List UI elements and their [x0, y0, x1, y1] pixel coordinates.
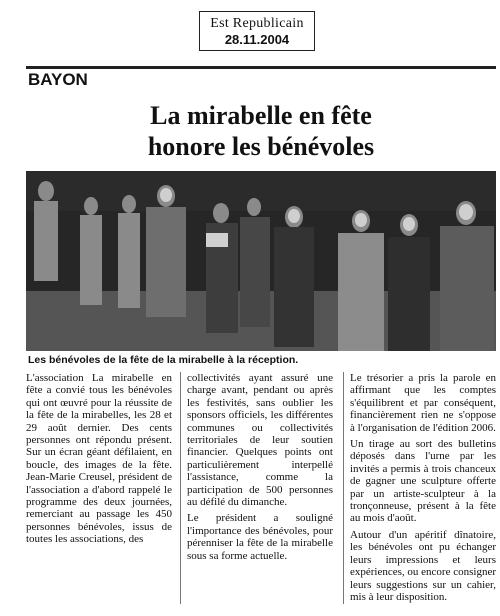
- headline: [26, 100, 496, 162]
- photo-caption: Les bénévoles de la fête de la mirabelle à la réception.: [28, 354, 299, 366]
- article-paragraph: collectivités ayant assuré une charge avant, pendant ou après les festivités, sans oublier les sponsors officiels, les différentes communes ou collectivités territoriales de leur soutien financier. Quelques points ont particulièrement interpellé l'assistance, comme la participation de 500 personnes au défilé du dimanche.: [187, 372, 333, 509]
- article-paragraph: Un tirage au sort des bulletins déposés dans l'urne par les invités a permis à trois chanceux de gagner une sculpture offerte par un artiste-sculpteur à la tronçonneuse, présent à la fête au mois d'août.: [350, 438, 496, 525]
- article-paragraph: Autour d'un apéritif dînatoire, les bénévoles ont pu échanger leurs impressions et leurs expériences, ou encore consigner leurs suggestions sur un cahier, mis à leur disposition.: [350, 528, 496, 603]
- headline-line-2: honore les bénévoles: [147, 132, 375, 161]
- article-paragraph: Le trésorier a pris la parole en affirmant que les comptes s'équilibrent et par conséquent, financièrement rien ne s'oppose à l'organisation de l'édition 2006.: [350, 372, 496, 434]
- source-name: Est Republicain: [210, 16, 304, 31]
- article-paragraph: Le président a souligné l'importance des bénévoles, pour pérenniser la fête de la mirabelle sous sa forme actuelle.: [187, 512, 333, 562]
- rubric-bar: [26, 66, 496, 91]
- column-divider: [180, 372, 181, 604]
- crowd-photo-illustration: [26, 171, 496, 351]
- article-column-3: [350, 372, 496, 607]
- article-paragraph: L'association La mirabelle en fête a convié tous les bénévoles qui ont œuvré pour la réussite de la fête de la mirabelles, les 28 et 29 août dernier. Des cents personnes ont répondu présent. Sur un écran géant défilaient, en boucle, des images de la fête. Jean-Marie Creusel, président de l'association a d'abord rappelé le programme des deux journées, remerciant au passage les 450 personnes bénévoles, issus de toutes les associations, des: [26, 372, 172, 546]
- article-column-2: [187, 372, 333, 566]
- headline-line-1: La mirabelle en fête: [150, 101, 372, 130]
- article-column-1: [26, 372, 172, 550]
- rubric-title: BAYON: [28, 70, 88, 89]
- news-photo: [26, 171, 496, 351]
- column-divider: [343, 372, 344, 604]
- source-date: 28.11.2004: [224, 32, 290, 47]
- source-box: [199, 11, 315, 51]
